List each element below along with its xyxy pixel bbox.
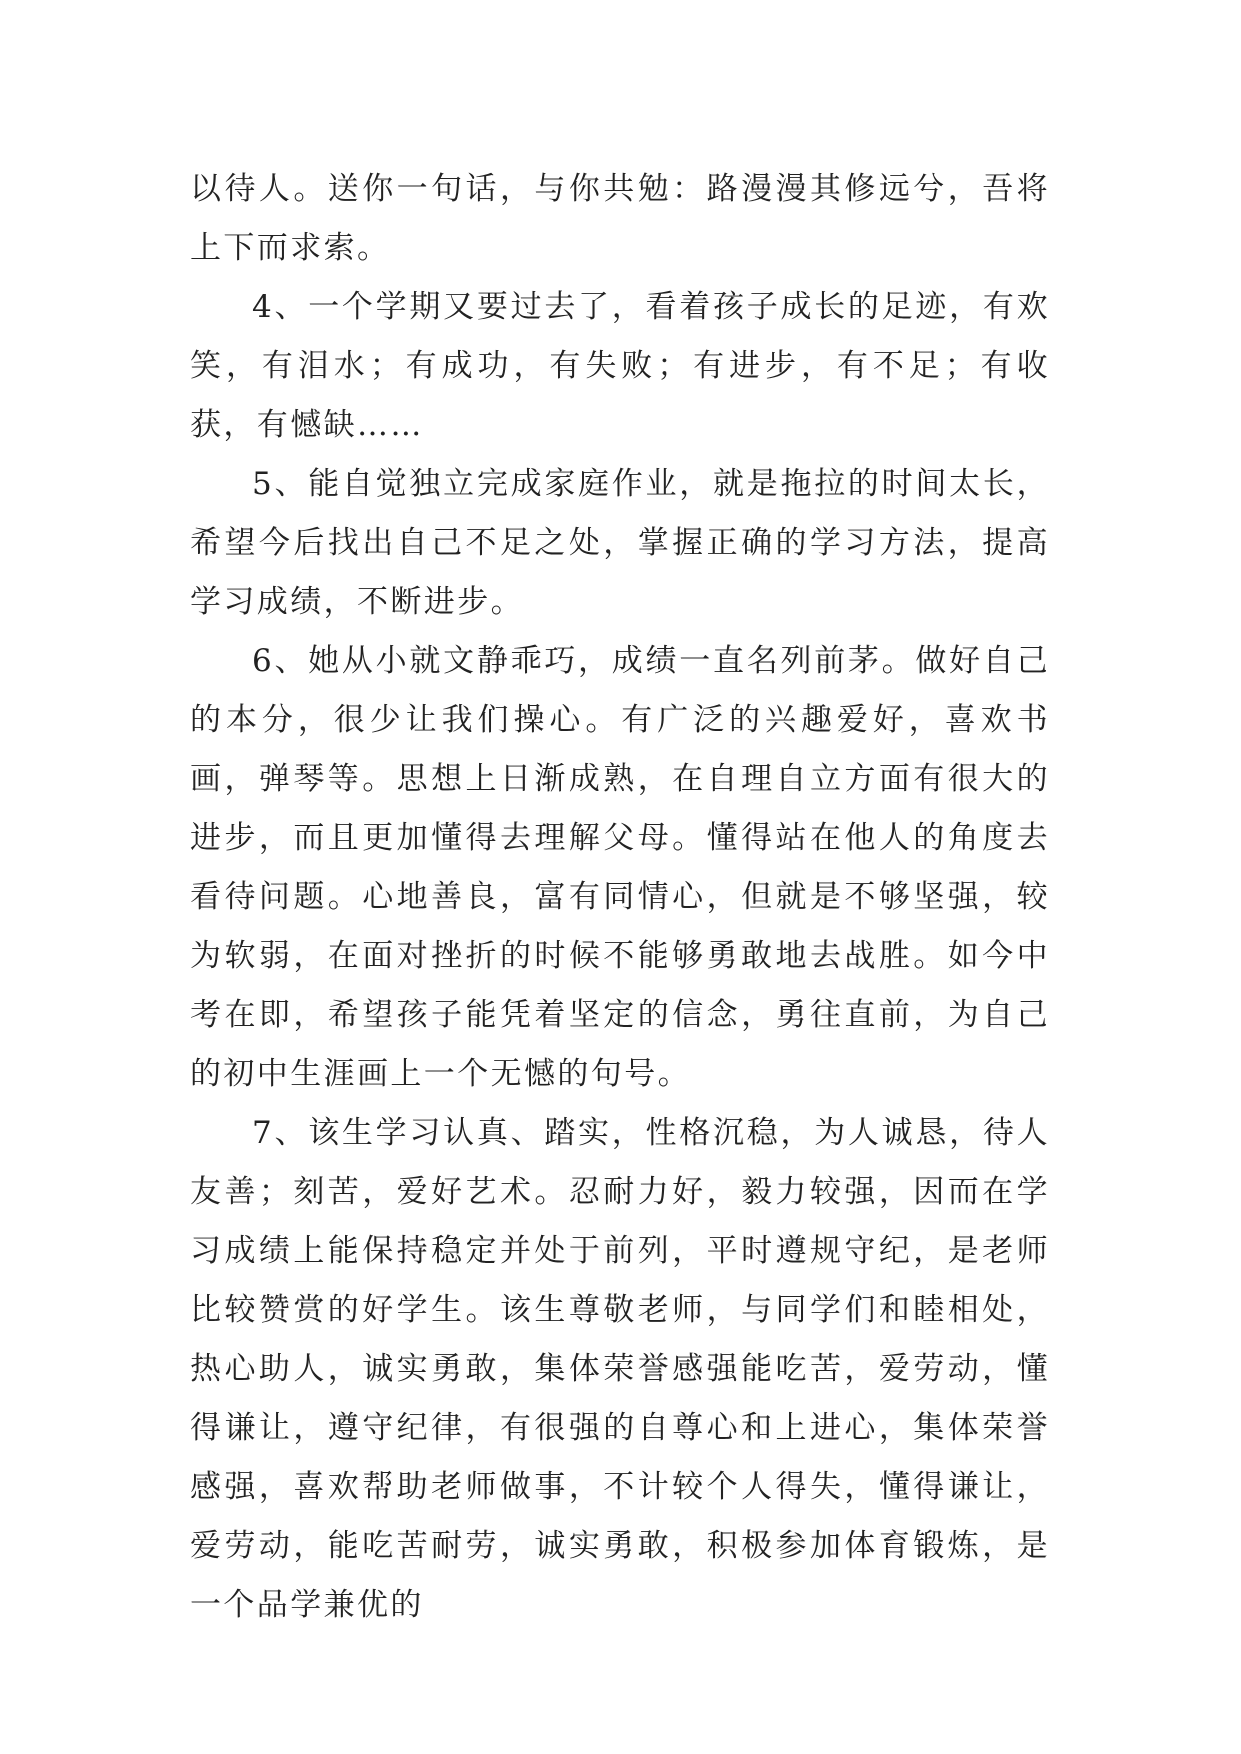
paragraph-7: 7、该生学习认真、踏实，性格沉稳，为人诚恳，待人友善；刻苦，爱好艺术。忍耐力好，毅力较强，因而在学习成绩上能保持稳定并处于前列，平时遵规守纪，是老师比较赞赏的好学生。该生尊敬老师，与同学们和睦相处，热心助人，诚实勇敢，集体荣誉感强能吃苦，爱劳动，懂得谦让，遵守纪律，有很强的自尊心和上进心，集体荣誉感强，喜欢帮助老师做事，不计较个人得失，懂得谦让，爱劳动，能吃苦耐劳，诚实勇敢，积极参加体育锻炼，是一个品学兼优的 <box>190 1115 1050 1623</box>
document-body <box>190 160 1050 1635</box>
paragraph-4: 4、一个学期又要过去了，看着孩子成长的足迹，有欢笑，有泪水；有成功，有失败；有进步，有不足；有收获，有憾缺…… <box>190 289 1050 443</box>
paragraph-5: 5、能自觉独立完成家庭作业，就是拖拉的时间太长，希望今后找出自己不足之处，掌握正确的学习方法，提高学习成绩，不断进步。 <box>190 466 1050 620</box>
paragraph-continued: 以待人。送你一句话，与你共勉：路漫漫其修远兮，吾将上下而求索。 <box>190 171 1050 266</box>
paragraph-6: 6、她从小就文静乖巧，成绩一直名列前茅。做好自己的本分，很少让我们操心。有广泛的兴趣爱好，喜欢书画，弹琴等。思想上日渐成熟，在自理自立方面有很大的进步，而且更加懂得去理解父母。懂得站在他人的角度去看待问题。心地善良，富有同情心，但就是不够坚强，较为软弱，在面对挫折的时候不能够勇敢地去战胜。如今中考在即，希望孩子能凭着坚定的信念，勇往直前，为自己的初中生涯画上一个无憾的句号。 <box>190 643 1050 1092</box>
